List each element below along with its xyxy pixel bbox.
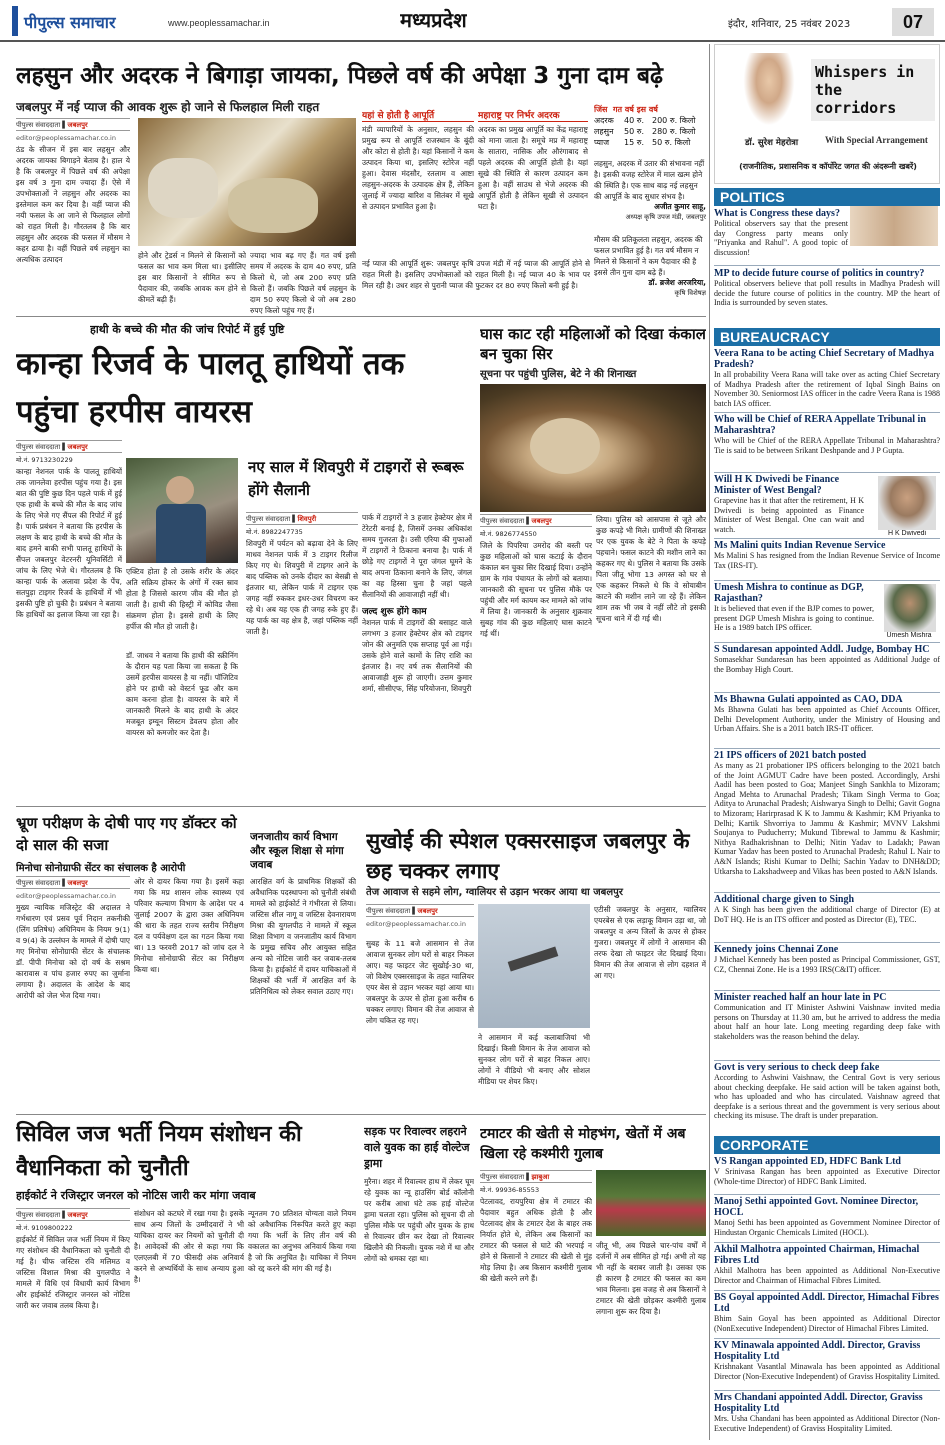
- sukhoi-body-3: एटीसी जबलपुर के अनुसार, ग्वालियर एयरबेस से एक लड़ाकू विमान उड़ा था, जो जबलपुर व अन्य जिलों के ऊपर से होकर गुजरा। जबलपुर में लोगों ने आसमान की तरफ देखा तो फाइटर जेट दिखाई दिया। विमान की तेज आवाज से लोग दहशत में आ गए।: [594, 905, 706, 980]
- garlic-sidebar-ginger: महाराष्ट्र पर निर्भर अदरक अदरक का प्रमुख आपूर्ति का केंद्र महाराष्ट्र को माना जाता है। समूचे मप्र में महाराष्ट्र के सातारा, नासिक और औरंगाबाद से पहले अदरक की आपूर्ति होती है। यहां सूखे की स्थिति से कारण उत्पादन कम हुआ है। वहीं साउथ से भेजे अदरक की आपूर्ति होती है लेकिन सूखी से उत्पादन घटा है।: [478, 108, 588, 256]
- section-title: मध्यप्रदेश: [400, 8, 467, 32]
- byline: पीपुल्स संवाददाता ▌जबलपुर: [16, 440, 122, 453]
- garlic-headline: लहसुन और अदरक ने बिगाड़ा जायका, पिछले वर्ष की अपेक्षा 3 गुना दाम बढ़े: [16, 63, 663, 89]
- skull-subhead: सूचना पर पहुंची पुलिस, बेटे ने की शिनाख्त: [480, 369, 637, 380]
- divider: [714, 892, 940, 893]
- author-photo: [739, 53, 799, 133]
- ultrasound-body-1: मुख्य न्यायिक मजिस्ट्रेट की अदालत ने गर्भधारण एवं प्रसव पूर्व निदान तकनीकी (लिंग प्रतिषेध) अधिनियम के नियम 9(1) व 9(4) के उल्लंघन के मामले में दोषी पाए गए मिनोचा सोनोग्राफी सेंटर के संचालक डॉ. पीपी मिनोचा को दो वर्ष के सश्रम कारावास व पांच हजार रुपए का जुर्माना लगाया है। अदालत के आदेश के बाद आरोपी को जेल भेज दिया गया।: [16, 903, 130, 1000]
- sukhoi-headline: सुखोई की स्पेशल एक्सरसाइज जबलपुर के छह चक्कर लगाए: [366, 829, 690, 883]
- shivpuri-column-1: पीपुल्स संवाददाता ▌शिवपुरी मो.नं. 8982247735 शिवपुरी में पर्यटन को बढ़ावा देने के लिए माधव नेशनल पार्क में 3 टाइगर रिलीज किए गए थे। शिवपुरी में टाइगर आने के बाद पब्लिक को उनके दीदार का बेसब्री से इंतजार था, लेकिन पार्क में टाइगर एक जगह नहीं रुककर इधर-उधर विचरण कर रहे थे। अब यह एक ही जगह रुके हुए हैं। यह पार्क का वह क्षेत्र है, जहां पब्लिक नहीं जाती है।: [246, 512, 358, 804]
- divider: [714, 1338, 940, 1339]
- corporate-item-1: VS Rangan appointed ED, HDFC Bank Ltd V Srinivasa Rangan has been appointed as Executive Director (Whole-time Director) of HDFC Bank Limited.: [714, 1156, 940, 1186]
- tribal-body: आरक्षित वर्ग के प्राथमिक शिक्षकों की अवैधानिक पदस्थापना को चुनौती संबंधी मामले को हाईकोर्ट ने गंभीरता से लिया। जस्टिस शील नागू व जस्टिस देवनारायण मिश्रा की युगलपीठ ने मामले में स्कूल शिक्षा विभाग व जनजातीय कार्य विभाग के प्रमुख सचिव और आयुक्त सहित अन्य को नोटिस जारी कर जवाब-तलब किया है। हाईकोर्ट में दायर याचिकाओं में शिक्षकों की भर्ती में आरक्षित वर्ग के प्रतिनिधित्व को लेकर सवाल उठाए गए।: [250, 877, 356, 996]
- divider: [714, 942, 940, 943]
- tribal-headline: जनजातीय कार्य विभाग और स्कूल शिक्षा से मांगा जवाब: [250, 831, 344, 871]
- shivpuri-body-1: शिवपुरी में पर्यटन को बढ़ावा देने के लिए माधव नेशनल पार्क में 3 टाइगर रिलीज किए गए थे। शिवपुरी में टाइगर आने के बाद पब्लिक को उनके दीदार का बेसब्री से इंतजार था, लेकिन पार्क में टाइगर एक जगह नहीं रुककर इधर-उधर विचरण कर रहे थे। अब यह एक ही जगह रुके हुए हैं। यह पार्क का वह क्षेत्र है, जहां पब्लिक नहीं जाती है।: [246, 539, 358, 636]
- civiljudge-body-2: संशोधन को कटघरे में रखा गया है। इसके साथ अन्य जिलों के उम्मीदवारों ने भी याचिका दायर कर नियमों को चुनौती दी है। आवेदकों की ओर से कहा गया कि एलएलबी में 70 फीसदी अंक अनिवार्य करने से अभ्यर्थियों के साथ अन्याय हुआ है।: [134, 1209, 244, 1284]
- byline: पीपुल्स संवाददाता ▌जबलपुर: [366, 904, 474, 917]
- garlic-sidebar-supply: यहां से होती है आपूर्ति मंडी व्यापारियों के अनुसार, लहसुन की प्रमुख रूप से आपूर्ति राजस्थान के बूंदी और कोटा से होती है। यहां किसानों ने कम उत्पादन किया था, इसलिए स्टोरेज नहीं हुआ। देवास मंदसौर, रतलाम व आष्टा लहसुन-अदरक के उत्पादक क्षेत्र हैं, लेकिन जुलाई में ज्यादा बारिश व सितंबर में सूखे से उत्पादन प्रभावित हुआ है।: [362, 108, 474, 256]
- kanha-kicker: हाथी के बच्चे की मौत की जांच रिपोर्ट में हुई पुष्टि: [90, 323, 285, 336]
- masthead-website[interactable]: www.peoplessamachar.in: [168, 18, 270, 28]
- sukhoi-subhead: तेज आवाज से सहमे लोग, ग्वालियर से उड़ान भरकर आया था जबलपुर: [366, 887, 623, 898]
- dwivedi-caption: H K Dwivedi: [887, 530, 927, 537]
- divider: [714, 472, 940, 473]
- byline: पीपुल्स संवाददाता ▌झाबुआ: [480, 1170, 592, 1183]
- price-row: अदरक 40 रु. 200 रु. किलो: [594, 116, 696, 125]
- bureaucracy-section-label: BUREAUCRACY: [714, 328, 940, 346]
- garlic-subhead: जबलपुर में नई प्याज की आवक शुरू हो जाने से फिलहाल मिली राहत: [16, 100, 320, 114]
- garlic-column-1: [16, 118, 130, 304]
- sukhoi-body-2: ने आसमान में कई कलाबाजियां भी दिखाई। किसी विमान के तेज आवाज को सुनकर लोग घरों से बाहर निकल आए। लोगों ने वीडियो भी बनाए और सोशल मीडिया पर शेयर किए।: [478, 1033, 590, 1086]
- divider: [709, 44, 710, 1440]
- bureaucracy-item-1: Veera Rana to be acting Chief Secretary of Madhya Pradesh? In all probability Veera Rana will take over as acting Chief Secretary of Madhya Pradesh after the retirement of Iqbal Singh Bains on November 30. Seniormost IAS officer in the cadre Veera Rana is 1988 batch IAS officer.: [714, 348, 940, 408]
- corporate-item-3: Akhil Malhotra appointed Chairman, Himachal Fibres Ltd Akhil Malhotra has been appointed as Additional Non-Executive Director and Chairman of Himachal Fibres Limited.: [714, 1244, 940, 1285]
- dateline: इंदौर, शनिवार, 25 नवंबर 2023: [728, 19, 851, 30]
- divider: [714, 1194, 940, 1195]
- divider: [714, 412, 940, 413]
- price-table: जिंस गत वर्ष इस वर्ष अदरक 40 रु. 200 रु. किलो लहसुन 50 रु. 280 रु. किलो प्याज 15 रु. 50 रु. किलो: [594, 104, 706, 154]
- ultrasound-subhead: मिनोचा सोनोग्राफी सेंटर का संचालक है आरोपी: [16, 863, 186, 874]
- divider: [16, 806, 706, 807]
- bureaucracy-item-3: Will H K Dwivedi be Finance Minister of West Bengal? Grapevine has it that after the retirement, H K Dwivedi is being appointed as Finance Minister of West Bengal. One can wait and watch.: [714, 474, 864, 534]
- tulip-headline: टमाटर की खेती से मोहभंग, खेतों में अब खिला रहे कश्मीरी गुलाब: [480, 1126, 686, 1162]
- bureaucracy-item-5: Umesh Mishra to continue as DGP, Rajasthan? It is believed that even if the BJP comes to power, present DGP Umesh Mishra is going to continue. He is a 1989 batch IPS officer.: [714, 582, 875, 633]
- byline: पीपुल्स संवाददाता ▌जबलपुर: [16, 118, 130, 131]
- kanha-elephant-photo: [126, 458, 238, 563]
- tulip-field-photo: [596, 1170, 706, 1236]
- whispers-subtitle: With Special Arrangement: [825, 135, 928, 145]
- price-row: लहसुन 50 रु. 280 रु. किलो: [594, 127, 696, 136]
- civiljudge-body-1: हाईकोर्ट में सिविल जज भर्ती नियम में किए गए संशोधन की वैधानिकता को चुनौती दी गई है। चीफ जस्टिस रवि मलिमठ व जस्टिस विशाल मिश्रा की युगलपीठ ने मामले में विधि एवं विधायी कार्य विभाग और हाईकोर्ट रजिस्ट्रार जनरल को नोटिस जारी कर जवाब तलब किया है।: [16, 1235, 130, 1310]
- divider: [714, 265, 940, 266]
- garlic-body-2: होने और ट्रेडर्स न मिलने से किसानों को फसल का भाव कम मिला था। इसीलिए इस बार किसानों ने सीमित रूप से पैदावार की, जबकि आवक कम होने से कीमतें बढ़ी हैं।: [138, 251, 246, 304]
- bureaucracy-item-9: Additional charge given to Singh A K Singh has been given the additional charge of Director (E) at DoT HQ. He is an ITS officer and posted as Director (E), TEC.: [714, 894, 940, 924]
- divider: [714, 1060, 940, 1061]
- price-row: प्याज 15 रु. 50 रु. किलो: [594, 138, 691, 147]
- politics-section-label: POLITICS: [714, 188, 940, 206]
- politics-item-2: MP to decide future course of politics in country? Political observers believe that poll results in Madhya Pradesh will decide the future course of politics in the country. MP the heart of India is surrounded by seven states.: [714, 268, 940, 308]
- kanha-body-2: एक्टिव होता है तो उसके शरीर के अंदर अति सक्रिय होकर के अंगों में रक्त स्राव होता है जिससे कारण जीव की मौत हो जाती है। हाथी की हिस्ट्री में कोविड जैसा संक्रमण होता है। इससे हाथी के लिए हर्पीज की मौत हो जाती है।: [126, 567, 238, 631]
- divider: [714, 748, 940, 749]
- divider: [714, 1390, 940, 1391]
- jet-icon: [508, 947, 559, 972]
- divider: [16, 316, 706, 317]
- whispers-tagline: (राजनीतिक, प्रशासनिक व कॉर्पोरेट जगत की अंदरूनी खबरें): [739, 162, 917, 171]
- tulip-column-1: पीपुल्स संवाददाता ▌झाबुआ मो.नं. 99936-85553 पेटलावद, रायपुरिया क्षेत्र में टमाटर की पैदावार बहुत अधिक होती है और पेटलावद क्षेत्र के टमाटर देश के बाहर तक निर्यात होते थे, लेकिन अब किसानों का टमाटर की फसल से घाटे की भरपाई न होने से किसानों ने टमाटर की खेती से मुंह मोड़ लिया है। अब किसान कश्मीरी गुलाब की खेती करने लगे हैं।: [480, 1170, 592, 1438]
- sukhoi-body-1: सुबह के 11 बजे आसमान से तेज आवाज सुनकर लोग घरों से बाहर निकल आए। यह फाइटर जेट सुखोई-30 था, जो विशेष एक्सरसाइज के तहत ग्वालियर एयर बेस से उड़ान भरकर यहां आया था। जबलपुर के ऊपर से होता हुआ करीब 6 चक्कर लगाए। विमान की तेज आवाज से लोग चकित रह गए।: [366, 939, 474, 1025]
- bureaucracy-item-11: Minister reached half an hour late in PC Communication and IT Minister Ashwini Vaishnaw invited media persons on Thursday at 11.30 am, but he arrived to address the media about half an hour late. Long meeting regarding deep fake with stakeholders was the reason behind the delay.: [714, 992, 940, 1041]
- corporate-item-2: Manoj Sethi appointed Govt. Nominee Director, HOCL Manoj Sethi has been appointed as Government Nominee Director of Hindustan Organic Chemicals Limited (HOCL).: [714, 1196, 940, 1237]
- corporate-item-5: KV Minawala appointed Addl. Director, Graviss Hospitality Ltd Krishnakant Vasantlal Minawala has been appointed as Additional Director (Non-Executive Independent) of Graviss Hospitality Limited.: [714, 1340, 940, 1381]
- kanha-body-3: डॉ. जाधव ने बताया कि हाथी की स्क्रीनिंग के दौरान यह पता किया जा सकता है कि उसमें हरपीस वायरस है या नहीं। पॉजिटिव होने पर हाथी को वेस्टर्न फूड और कम काम करना होता है। वायरस के बारे में जानकारी मिलने के बाद हाथी के अंदर मजबूत इम्यून सिस्टम डेवलप होता और वायरस को कमजोर कर देता है।: [126, 651, 238, 737]
- divider: [714, 642, 940, 643]
- stunt-headline: सड़क पर रिवाल्वर लहराने वाले युवक का हाई वोल्टेज ड्रामा: [364, 1125, 470, 1170]
- tulip-body-1: पेटलावद, रायपुरिया क्षेत्र में टमाटर की पैदावार बहुत अधिक होती है और पेटलावद क्षेत्र के टमाटर देश के बाहर तक निर्यात होते थे, लेकिन अब किसानों का टमाटर की फसल से घाटे की भरपाई न होने से किसानों ने टमाटर की खेती से मुंह मोड़ लिया है। अब किसान कश्मीरी गुलाब की खेती करने लगे हैं।: [480, 1197, 592, 1283]
- byline: पीपुल्स संवाददाता ▌जबलपुर: [16, 876, 130, 889]
- stunt-body: मुरैना। शहर में रिवाल्वर हाथ में लेकर घूम रहे युवक का न्यू हाउसिंग बोर्ड कॉलोनी पर करीब आधा घंटे तक हाई वोल्टेज ड्रामा चलता रहा। पुलिस को सूचना दी तो पुलिस मौके पर पहुंची और युवक के हाथ से रिवाल्वर छीन कर देखा तो रिवाल्वर खिलौने की निकली। युवक नशे में था और लोगों को धमका रहा था।: [364, 1177, 474, 1263]
- corporate-item-6: Mrs Chandani appointed Addl. Director, Graviss Hospitality Ltd Mrs. Usha Chandani has been appointed as Additional Director (Non-Executive Independent) of Graviss Hospitality Limited.: [714, 1392, 940, 1433]
- bureaucracy-item-8: 21 IPS officers of 2021 batch posted As many as 21 probationer IPS officers belonging to the 2021 batch of the Joint AGMUT Cadre have been posted. Accordingly, Arshi Aadil has been posted to Goa; Manjeet Singh Sankhla to Mizoram; Angad Mehta to Arunachal Pradesh; Tikam Singh Verma to Goa; Aditya to Arunachal Pradesh; Aishwarya Singh to Delhi; Gavit Gogna to Mizoram; Harirprasad K K to Jammu & Kashmir; KM Priyanka to Delhi; Kartik Shvorriya to Jammu & Kashmir; MVNV Lakshmi Soujanya to Puducherry; Mukund Tibrewal to Jammu & Kashmir; Nithya Radhakrishnan to Delhi; Nitin Yadav to Ladakh; Pawan Kumar Yadav has been posted to Arunachal Pradesh; Rahul L Nair to A&N Islands; Rishi Kumar to Delhi; Sachin Yadav to DNH&DD; Utkarsha to Lakshadweep and Vikas has been posted to A&N Islands.: [714, 750, 940, 876]
- skull-photo: [480, 384, 706, 512]
- bureaucracy-item-10: Kennedy joins Chennai Zone J Michael Kennedy has been posted as Principal Commissioner, GST, CZ, Chennai Zone. He is a 1993 IRS(C&IT) officer.: [714, 944, 940, 974]
- price-rows: [594, 115, 706, 148]
- kanha-column-1: पीपुल्स संवाददाता ▌जबलपुर मो.नं. 9713230229 कान्हा नेशनल पार्क के पालतू हाथियों तक जानलेवा हरपीस पहुंच गया है। इस बात की पुष्टि कुछ दिन पहले पार्क में हुई एक हाथी के बच्चे की मौत के बाद जांच के लिए भेजे गए सैंपल की रिपोर्ट में हुई है। पार्क प्रबंधन ने बताया कि हरपीस के लक्षण के बाद हाथी के बच्चे की मौत के बाद हमने बाकी सभी पालतू हाथियों के सैंपल जबलपुर वेटरनरी यूनिवर्सिटी में जांच के लिए भेजे थे। गौरतलब है कि कान्हा पार्क के अलावा प्रदेश के पेंच, सतपुड़ा टाइगर रिजर्व के हाथियों में भी इसकी पुष्टि हो चुकी है। प्रबंधन ने बताया कि हाथियों का इलाज किया जा रहा है।: [16, 440, 122, 802]
- skull-column-1: पीपुल्स संवाददाता ▌जबलपुर मो.नं. 9826774550 जिले के पिपरिया उमरोद की बस्ती पर कुछ महिलाओं को घास कटाई के दौरान कंकाल बन चुका सिर दिखाई दिया। उन्होंने ग्राम के गांव पंचायत के लोगों को बताया। जानकारी की सूचना पर पुलिस मौके पर पहुंची और मर्ग कायम कर मामले को जांच में लिया है। जानकारी के अनुसार शुक्रवार सुबह गांव की कुछ महिलाएं घास काटने गई थीं।: [480, 514, 592, 804]
- garlic-body-3: ज्यादा भाव बढ़ गए हैं। गत वर्ष इसी समय में अदरक के दाम 40 रुपए, प्रति किलो थे, जो अब 200 रुपए प्रति किलो हैं। जबकि पिछले वर्ष लहसुन के दाम 50 रुपए किलो थे जो अब 280 रुपए किलो पहुंच गए हैं।: [250, 251, 356, 315]
- tulip-body-2: जीतू भी, अब पिछले चार-पांच वर्षों में दर्जनों में अब सीमित हो गई। अभी तो यह भी नहीं के बराबर जाती है। उसका एक ही कारण है टमाटर की फसल का कम भाव मिलना। इस वजह से अब किसानों ने टमाटर की खेती छोड़कर कश्मीरी गुलाब लगाना शुरू कर दिया है।: [596, 1241, 706, 1316]
- kanha-headline: कान्हा रिजर्व के पालतू हाथियों तक पहुंचा हरपीस वायरस: [16, 346, 405, 430]
- shivpuri-column-2: पार्क में टाइगरों ने 3 हजार हेक्टेयर क्षेत्र में टेरेटरी बनाई है, जिसमें उनका अधिकांश समय गुजरता है। उसी एरिया की गुफाओं में टाइगरों ने ठिकाना बनाया है। पार्क में छोड़े गए टाइगरों ने पूरा जंगल घूमने के बाद अपना ठिकाना बनाने के लिए, जंगल का वह हिस्सा चुना है जहां पहले सैलानियों की आवाजाही नहीं थी। जल्द शुरू होंगे काम नेशनल पार्क में टाइगरों की बसाहट वाले लगभग 3 हजार हेक्टेयर क्षेत्र को टाइगर जोन की अनुमति एक सप्ताह पूर्व आ गई। उसके होने वाले कामों के लिए राशि का इंतजार है। नए वर्ष तक सैलानियों की आवाजाही शुरू हो जाएगी। उत्तम कुमार शर्मा, सीसीएफ, सिंह परियोजना, शिवपुरी: [362, 513, 472, 693]
- dwivedi-photo: [878, 476, 936, 530]
- divider: [714, 1242, 940, 1243]
- corporate-section-label: CORPORATE: [714, 1136, 940, 1154]
- masthead-logo: पीपुल्स समाचार: [12, 6, 162, 36]
- bureaucracy-item-7: Ms Bhawna Gulati appointed as CAO, DDA Ms Bhawna Gulati has been appointed as Chief Accounts Officer, Delhi Development Authority, under the Ministry of Housing and Urban Affairs. She is a 2011 batch IRS-IT officer.: [714, 694, 940, 734]
- garlic-quote-2: मौसम की प्रतिकूलता लहसुन, अदरक की फसल प्रभावित हुई है। गत वर्ष मौसम न मिलने से किसानों ने कम पैदावार की है इससे तीन गुना दाम बढ़े हैं। डॉ. ब्रजेश अरजरिया, कृषि विशेषज्ञ: [594, 235, 706, 297]
- garlic-quote-1: लहसुन, अदरक में उतार की संभावना नहीं है। इसकी वजह स्टोरेज में माल खत्म होने की स्थिति है। एक साथ बाढ़ नई लहसुन की आपूर्ति के बाद सुधार संभव है। अजीत कुमार साहू, अध्यक्ष कृषि उपज मंडी, जबलपुर: [594, 159, 706, 221]
- sukhoi-column-1: पीपुल्स संवाददाता ▌जबलपुर editor@peoplessamachar.co.in: [366, 904, 474, 936]
- civiljudge-headline: सिविल जज भर्ती नियम संशोधन की वैधानिकता को चुनौती: [16, 1122, 302, 1181]
- civiljudge-column-1: पीपुल्स संवाददाता ▌जबलपुर मो.नं. 9109800222 हाईकोर्ट में सिविल जज भर्ती नियम में किए गए संशोधन की वैधानिकता को चुनौती दी गई है। चीफ जस्टिस रवि मलिमठ व जस्टिस विशाल मिश्रा की युगलपीठ ने मामले में विधि एवं विधायी कार्य विभाग और हाईकोर्ट रजिस्ट्रार जनरल को नोटिस जारी कर जवाब तलब किया है।: [16, 1208, 130, 1438]
- bureaucracy-item-4: Ms Malini quits Indian Revenue Service Ms Malini S has resigned from the Indian Revenue Service of Income Tax (IRS-IT).: [714, 540, 940, 570]
- page-number: 07: [892, 8, 934, 36]
- corporate-item-4: BS Goyal appointed Addl. Director, Himachal Fibres Ltd Bhim Sain Goyal has been appointed as Additional Director (NonExecutive Independent) Director of Himachal Fibres Limited.: [714, 1292, 940, 1333]
- skull-headline: घास काट रही महिलाओं को दिखा कंकाल बन चुका सिर: [480, 325, 706, 363]
- garlic-body-1: ठंड के सीजन में इस बार लहसुन और अदरक जायका बिगाड़ने बेताब है। हाल ये है कि जबलपुर में पिछले वर्ष की अपेक्षा इस वर्ष 3 गुना दाम ज्यादा हैं। ऐसे में उपभोक्ताओं ने लहसुन और अदरक का इस्तेमाल कम कर दिया है। वहीं प्याज की नयी फसल के आ जाने से फिलहाल लोगों को राहत मिली है। गौरतलब है कि बार लहसुन और अदरक की फसल में मौसम ने कहर ढाया है। वहीं पिछले वर्ष लहसुन का अत्यधिक उत्पादन: [16, 145, 130, 264]
- byline: पीपुल्स संवाददाता ▌जबलपुर: [480, 514, 592, 527]
- email: editor@peoplessamachar.co.in: [16, 134, 116, 142]
- garlic-new-onion: नई प्याज की आपूर्ति शुरू: जबलपुर कृषि उपज मंडी में नई प्याज की आपूर्ति होने से राहत मिली है। इसलिए उपभोक्ताओं को राहत मिली है। नई प्याज 40 के भाव पर मिल रही है। उधर शहर से पुरानी प्याज की फुटकर दर 80 रुपए किलो बनी हुई है।: [362, 259, 590, 290]
- author-name: डॉ. सुरेश मेहरोत्रा: [745, 138, 799, 148]
- civiljudge-body-3: न्यूनतम 70 प्रतिशत योग्यता वाले नियम को अवैधानिक निरूपित करते हुए कहा गया कि भर्ती के लिए तीन वर्ष की वकालत का अनुभव अनिवार्य किया गया है जो कि अनुचित है। याचिका में नियम को रद्द करने की मांग की गई है।: [248, 1209, 356, 1273]
- divider: [714, 580, 940, 581]
- ultrasound-headline: भ्रूण परीक्षण के दोषी पाए गए डॉक्टर को दो साल की सजा: [16, 814, 237, 854]
- bureaucracy-item-12: Govt is very serious to check deep fake According to Ashwini Vaishnaw, the Central Govt is very serious about checking deepfake. He said action will be taken against both, who has uploaded and who has circulated. Vaishnaw agreed that deepfake is a serious threat and the government is very serious about checking its misuse. The draft is under preparation.: [714, 1062, 940, 1121]
- civiljudge-subhead: हाईकोर्ट ने रजिस्ट्रार जनरल को नोटिस जारी कर मांगा जवाब: [16, 1189, 256, 1202]
- ultrasound-column-1: पीपुल्स संवाददाता ▌जबलपुर editor@peoplessamachar.co.in मुख्य न्यायिक मजिस्ट्रेट की अदालत ने गर्भधारण एवं प्रसव पूर्व निदान तकनीकी (लिंग प्रतिषेध) अधिनियम के नियम 9(1) व 9(4) के उल्लंघन के मामले में दोषी पाए गए मिनोचा सोनोग्राफी सेंटर के संचालक डॉ. पीपी मिनोचा को दो वर्ष के सश्रम कारावास व पांच हजार रुपए का जुर्माना लगाया है। अदालत के आदेश के बाद आरोपी को जेल भेज दिया गया।: [16, 876, 130, 1112]
- sukhoi-jet-photo: [478, 904, 590, 1028]
- whispers-header: [714, 44, 940, 184]
- divider: [714, 692, 940, 693]
- whispers-title: Whispers in the corridors: [811, 59, 935, 121]
- masthead: [0, 0, 945, 42]
- shivpuri-headline: नए साल में शिवपुरी में टाइगरों से रूबरू होंगे सैलानी: [248, 458, 464, 499]
- byline: पीपुल्स संवाददाता ▌जबलपुर: [16, 1208, 130, 1221]
- politics-item-1: What is Congress these days? Political observers say that the present day Congress party means only "Priyanka and Rahul". A good topic of discussion!: [714, 208, 848, 257]
- bureaucracy-item-6: S Sundaresan appointed Addl. Judge, Bombay HC Somasekhar Sundaresan has been appointed as Additional Judge of the Bombay High Court.: [714, 644, 940, 674]
- bureaucracy-item-2: Who will be Chief of RERA Appellate Tribunal in Maharashtra? Who will be Chief of the RERA Appellate Tribunal in Maharashtra? Tie is said to be between Srikant Deshpande and J P Gupta.: [714, 414, 940, 455]
- divider: [714, 1290, 940, 1291]
- divider: [714, 538, 940, 539]
- skull-body-2: लिया। पुलिस को आसपास से जूते और कुछ कपड़े भी मिले। ग्रामीणों की शिनाख्त पर एक युवक के बेटे ने पिता के कपड़े पहचाने। फसल काटने की मशीन लाने का कहकर गए थे। पुलिस ने बताया कि उसके पिता जीतू भोगा 13 अगस्त को घर से एक कहकर निकले थे कि वे सोयाबीन काटने की मशीन लाने जा रहे हैं। लेकिन शाम तक भी जब वे नहीं लौटे तो इसकी सूचना थाने में दी गई थी।: [596, 515, 706, 623]
- ultrasound-body-2: ओर से दायर किया गया है। इसमें कहा गया कि मप्र शासन लोक स्वास्थ्य एवं परिवार कल्याण विभाग के आदेश पर 4 जुलाई 2007 के द्वारा उक्त अधिनियम की धारा के तहत राज्य स्तरीय निरीक्षण दल व पर्यवेक्षण दल का गठन किया गया था। 13 फरवरी 2017 को जांच दल ने मिनोचा सोनोग्राफी सेंटर का निरीक्षण किया था।: [134, 877, 244, 974]
- divider: [16, 1114, 706, 1115]
- kanha-body-1: कान्हा नेशनल पार्क के पालतू हाथियों तक जानलेवा हरपीस पहुंच गया है। इस बात की पुष्टि कुछ दिन पहले पार्क में हुई एक हाथी के बच्चे की मौत के बाद जांच के लिए भेजे गए सैंपल की रिपोर्ट में हुई है। पार्क प्रबंधन ने बताया कि हरपीस के लक्षण के बाद हाथी के बच्चे की मौत के बाद हमने बाकी सभी पालतू हाथियों के सैंपल जबलपुर वेटरनरी यूनिवर्सिटी में जांच के लिए भेजे थे। गौरतलब है कि कान्हा पार्क के अलावा प्रदेश के पेंच, सतपुड़ा टाइगर रिजर्व के हाथियों में भी इसकी पुष्टि हो चुकी है। प्रबंधन ने बताया कि हाथियों का इलाज किया जा रहा है।: [16, 467, 122, 619]
- garlic-market-photo: [138, 118, 356, 246]
- divider: [714, 990, 940, 991]
- mishra-caption: Umesh Mishra: [886, 632, 932, 639]
- skull-body-1: जिले के पिपरिया उमरोद की बस्ती पर कुछ महिलाओं को घास कटाई के दौरान कंकाल बन चुका सिर दिखाई दिया। उन्होंने ग्राम के गांव पंचायत के लोगों को बताया। जानकारी की सूचना पर पुलिस मौके पर पहुंची और मर्ग कायम कर मामले को जांच में लिया है। जानकारी के अनुसार शुक्रवार सुबह गांव की कुछ महिलाएं घास काटने गई थीं।: [480, 541, 592, 638]
- mishra-photo: [884, 584, 936, 632]
- byline: पीपुल्स संवाददाता ▌शिवपुरी: [246, 512, 358, 525]
